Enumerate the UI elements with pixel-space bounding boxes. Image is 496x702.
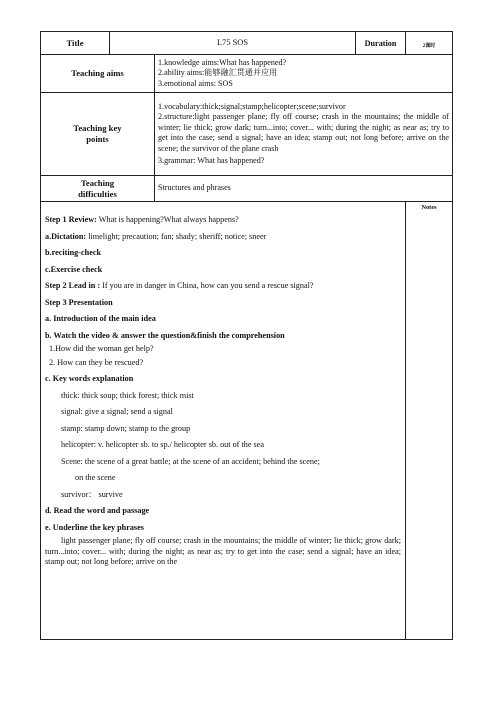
duration-value-cell (406, 32, 453, 55)
kw-thick: thick: thick soup; thick forest; thick mist (61, 390, 194, 400)
step2-text: If you are in danger in China, how can you send a rescue signal? (100, 281, 314, 290)
teaching-aims-label: Teaching aims (41, 55, 155, 93)
kw-helicopter: helicopter: v. helicopter sb. to sp./ helicopter sb. out of the sea (61, 440, 264, 449)
step2-title: Step 2 Lead in : (45, 281, 101, 290)
key-points-label-line2: points (86, 134, 109, 144)
header-row (41, 32, 453, 55)
main-idea-item: a. Introduction of the main idea (45, 314, 156, 323)
kw-signal: signal: give a signal; send a signal (61, 407, 173, 416)
underline-item: e. Underline the key phrases (45, 522, 144, 532)
dictation-text: limelight; precaution; fan; shady; sheriff; notice; sneer (86, 231, 267, 241)
read-item: d. Read the word and passage (45, 506, 150, 515)
dictation-line (45, 232, 401, 243)
step1-title: Step 1 Review: (45, 215, 97, 224)
key-grammar: 3.grammar: What has happened? (158, 156, 265, 165)
key-points-row (41, 93, 453, 176)
lesson-plan-table (40, 31, 453, 640)
question-2: 2. How can they be rescued? (49, 357, 144, 367)
difficulties-value: Structures and phrases (155, 176, 453, 202)
teaching-aims-value (155, 55, 453, 93)
difficulties-row (41, 176, 453, 202)
kw-survivor: survivor： survive (61, 489, 123, 499)
key-points-value (155, 93, 453, 176)
step3-title: Step 3 Presentation (45, 297, 113, 307)
key-structure: 2.structure:light passenger plane; fly off course; crash in the mountains; the middle of winter; lie thick; grow dark; turn...into; cover... with; during the night; as near as; try to get into the case; send a signal; have an idea; stamp out; not long before; arrive on the scene; the survivor of the plane crash (158, 112, 450, 153)
question-1: 1.How did the woman get help? (49, 344, 154, 353)
dictation-title: a.Dictation: (45, 231, 87, 241)
aim-knowledge: 1.knowledge aims:What has happened? (158, 57, 287, 67)
kw-scene-cont: on the scene (75, 473, 116, 482)
title-label: Title (41, 32, 110, 55)
kw-stamp: stamp: stamp down; stamp to the group (61, 423, 191, 433)
reciting-check: b.reciting-check (45, 248, 102, 257)
step1-text: What is happening?What always happens? (96, 215, 239, 224)
title-value: L75 SOS (110, 32, 356, 55)
teaching-aims-row (41, 55, 453, 93)
duration-value: 2课时 (422, 44, 436, 49)
duration-label: Duration (356, 32, 406, 55)
notes-label: Notes (421, 204, 437, 211)
kw-scene: Scene: the scene of a great battle; at the scene of an accident; behind the scene; (61, 456, 320, 466)
exercise-check: c.Exercise check (45, 264, 103, 274)
procedure-content (41, 202, 406, 640)
aim-emotional: 3.emotional aims: SOS (158, 78, 233, 88)
aim-ability: 2.ability aims:能够融汇贯通并应用 (158, 68, 278, 78)
phrases-paragraph: light passenger plane; fly off course; crash in the mountains; the middle of winter; lie thick; grow dark; turn...into; cover... with; during the night; as near as; try to get into the case; send a signal; have an idea; stamp out; not long before; arrive on the (45, 536, 402, 566)
key-vocab: 1.vocabulary:thick;signal;stamp;helicopter;scene;survivor (158, 101, 346, 111)
key-words-item: c. Key words explanation (45, 374, 134, 383)
key-points-label (41, 93, 155, 176)
notes-column (406, 202, 453, 640)
difficulties-label-line2: difficulties (78, 188, 117, 199)
key-points-label-line1: Teaching key (73, 123, 122, 133)
video-item: b. Watch the video & answer the question&finish the comprehension (45, 330, 285, 340)
procedure-row (41, 202, 453, 640)
difficulties-label-line1: Teaching (80, 177, 115, 188)
difficulties-label (41, 176, 155, 202)
step1-line (45, 215, 401, 226)
step2-line (45, 281, 401, 292)
